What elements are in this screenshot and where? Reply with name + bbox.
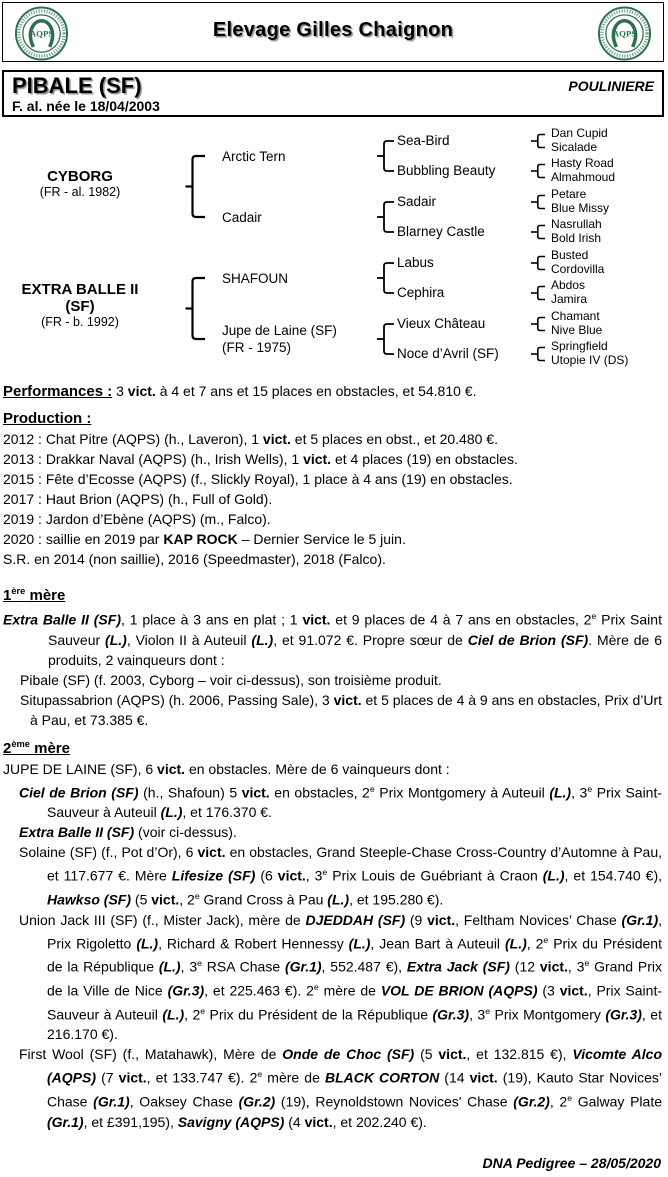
production-line: S.R. en 2014 (non saillie), 2016 (Speedmaster), 2018 (Falco). bbox=[3, 551, 386, 567]
production-line: 2019 : Jardon d’Ebène (AQPS) (m., Falco). bbox=[3, 511, 271, 527]
pedigree-tree bbox=[0, 0, 668, 380]
pedigree-bracket-icon bbox=[377, 320, 395, 358]
horse-birth: F. al. née le 18/04/2003 bbox=[12, 98, 160, 114]
breeder-title: Elevage Gilles Chaignon bbox=[212, 19, 454, 41]
ped-name: Jupe de Laine (SF) (FR - 1975) bbox=[222, 323, 337, 355]
production-line: 2013 : Drakkar Naval (AQPS) (h., Irish Wells), 1 vict. et 4 places (19) en obstacles. bbox=[3, 451, 518, 467]
first-dam-paragraph: Extra Balle II (SF), 1 place à 3 ans en plat ; 1 vict. et 9 places de 4 à 7 ans en obstacles, 2e Prix Saint Sauveur (L.), Violon II à Auteuil (L.), et 91.072 €. Propre sœur de Ciel de Brion (SF). Mère de 6 produits, 2 vainqueurs dont : bbox=[3, 611, 662, 668]
ped-name: Cephira bbox=[397, 285, 445, 300]
second-dam-intro: JUPE DE LAINE (SF), 6 vict. en obstacles. Mère de 6 vainqueurs dont : bbox=[3, 760, 450, 777]
pedigree-bracket-icon bbox=[531, 252, 546, 274]
ped-name: Blarney Castle bbox=[397, 224, 485, 239]
first-dam-heading: 1ère mère bbox=[3, 586, 66, 604]
ped-name: Sadair bbox=[397, 194, 437, 209]
second-dam-heading: 2ème mère bbox=[3, 738, 70, 757]
production-heading: Production : bbox=[3, 410, 92, 427]
pedigree-bracket-icon bbox=[377, 259, 395, 297]
ped-pair: Abdos Jamira bbox=[551, 278, 588, 306]
ped-name: Vieux Château bbox=[397, 316, 486, 331]
ped-name: (SF) bbox=[65, 298, 95, 315]
production-line: 2015 : Fête d’Ecosse (AQPS) (f., Slickly Royal), 1 place à 4 ans (19) en obstacles. bbox=[3, 471, 513, 487]
pedigree-bracket-icon bbox=[185, 152, 206, 221]
pedigree-bracket-icon bbox=[531, 191, 546, 213]
ped-detail: (FR - b. 1992) bbox=[41, 315, 119, 329]
ped-pair: Petare Blue Missy bbox=[551, 187, 610, 215]
ped-name: Bubbling Beauty bbox=[397, 163, 496, 178]
ped-name: EXTRA BALLE II bbox=[21, 281, 139, 298]
pedigree-bracket-icon bbox=[185, 274, 206, 343]
pedigree-bracket-icon bbox=[531, 313, 546, 335]
pedigree-bracket-icon bbox=[531, 282, 546, 304]
pedigree-bracket-icon bbox=[377, 137, 395, 175]
footer-note: DNA Pedigree – 28/05/2020 bbox=[482, 1155, 661, 1171]
broodmare-badge: POULINIERE bbox=[568, 78, 654, 94]
production-line: 2020 : saillie en 2019 par KAP ROCK – Dernier Service le 5 juin. bbox=[3, 531, 406, 547]
ped-name: Noce d’Avril (SF) bbox=[397, 346, 499, 361]
ped-pair: Chamant Nive Blue bbox=[551, 309, 603, 337]
pedigree-bracket-icon bbox=[531, 130, 546, 152]
ped-pair: Busted Cordovilla bbox=[551, 248, 605, 276]
dam-entry: Situpassabrion (AQPS) (h. 2006, Passing Sale), 3 vict. et 5 places de 4 à 9 ans en obstacles, Prix d’Urt à Pau, et 73.385 €. bbox=[20, 691, 663, 728]
production-line: 2012 : Chat Pitre (AQPS) (h., Laveron), 1 vict. et 5 places en obst., et 20.480 €. bbox=[3, 431, 498, 447]
dam-entry: Extra Balle II (SF) (voir ci-dessus). bbox=[19, 824, 237, 841]
ped-name: Arctic Tern bbox=[222, 149, 286, 164]
dam-entry: Pibale (SF) (f. 2003, Cyborg – voir ci-dessus), son troisième produit. bbox=[20, 671, 442, 688]
ped-pair: Dan Cupid Sicalade bbox=[551, 126, 608, 154]
ped-detail: (FR - al. 1982) bbox=[39, 185, 121, 199]
horse-name: PIBALE (SF) bbox=[12, 73, 142, 98]
document-body bbox=[3, 381, 662, 1132]
ped-pair: Nasrullah Bold Irish bbox=[551, 217, 602, 245]
ped-name: Sea-Bird bbox=[397, 133, 450, 148]
ped-pair: Hasty Road Almahmoud bbox=[551, 156, 616, 184]
ped-sire bbox=[4, 168, 156, 200]
production-line: 2017 : Haut Brion (AQPS) (h., Full of Gold). bbox=[3, 491, 273, 507]
ped-name: SHAFOUN bbox=[222, 271, 289, 286]
pedigree-bracket-icon bbox=[531, 221, 546, 243]
svg-text:AQPS: AQPS bbox=[29, 28, 54, 39]
ped-pair: Springfield Utopie IV (DS) bbox=[551, 339, 629, 367]
dam-entry: Solaine (SF) (f., Pot d’Or), 6 vict. en obstacles, Grand Steeple-Chase Cross-Country d’Automne à Pau, et 117.677 €. Mère Lifesize (SF) (6 vict., 3e Prix Louis de Guébriant à Craon (L.), et 154.740 €), Hawkso (SF) (5 vict., 2e Grand Cross à Pau (L.), et 195.280 €). bbox=[19, 844, 663, 908]
pedigree-bracket-icon bbox=[531, 160, 546, 182]
ped-name: Cadair bbox=[222, 210, 262, 225]
pedigree-bracket-icon bbox=[531, 343, 546, 365]
performances-heading: Performances : bbox=[3, 383, 113, 400]
dam-entry: First Wool (SF) (f., Matahawk), Mère de Onde de Choc (SF) (5 vict., et 132.815 €), Vicomte Alco (AQPS) (7 vict., et 133.747 €). 2e mère de BLACK CORTON (14 vict. (19), Kauto Star Novices’ Chase (Gr.1), Oaksey Chase (Gr.2) (19), Reynoldstown Novices' Chase (Gr.2), 2e Galway Plate (Gr.1), et £391,195), Savigny (AQPS) (4 vict., et 202.240 €). bbox=[19, 1046, 662, 1130]
dam-entry: Union Jack III (SF) (f., Mister Jack), mère de DJEDDAH (SF) (9 vict., Feltham Novices’ Chase (Gr.1), Prix Rigoletto (L.), Richard & Robert Hennessy (L.), Jean Bart à Auteuil (L.), 2e Prix du Président de la République (L.), 3e RSA Chase (Gr.1), 552.487 €), Extra Jack (SF) (12 vict., 3e Grand Prix de la Ville de Nice (Gr.3), et 225.463 €). 2e mère de VOL DE BRION (AQPS) (3 vict., Prix Saint-Sauveur à Auteuil (L.), 2e Prix du Président de la République (Gr.3), 3e Prix Montgomery (Gr.3), et 216.170 €). bbox=[19, 911, 663, 1043]
ped-dam bbox=[4, 281, 156, 330]
performances-line: Performances : 3 vict. à 4 et 7 ans et 15 places en obstacles, et 54.810 €. bbox=[3, 383, 477, 400]
ped-name: CYBORG bbox=[47, 168, 113, 185]
ped-name: Labus bbox=[397, 255, 434, 270]
pedigree-bracket-icon bbox=[377, 198, 395, 236]
dam-entry: Ciel de Brion (SF) (h., Shafoun) 5 vict. en obstacles, 2e Prix Montgomery à Auteuil (L.), 3e Prix Saint-Sauveur à Auteuil (L.), et 176.370 €. bbox=[19, 783, 663, 821]
svg-text:AQPS: AQPS bbox=[612, 28, 637, 39]
